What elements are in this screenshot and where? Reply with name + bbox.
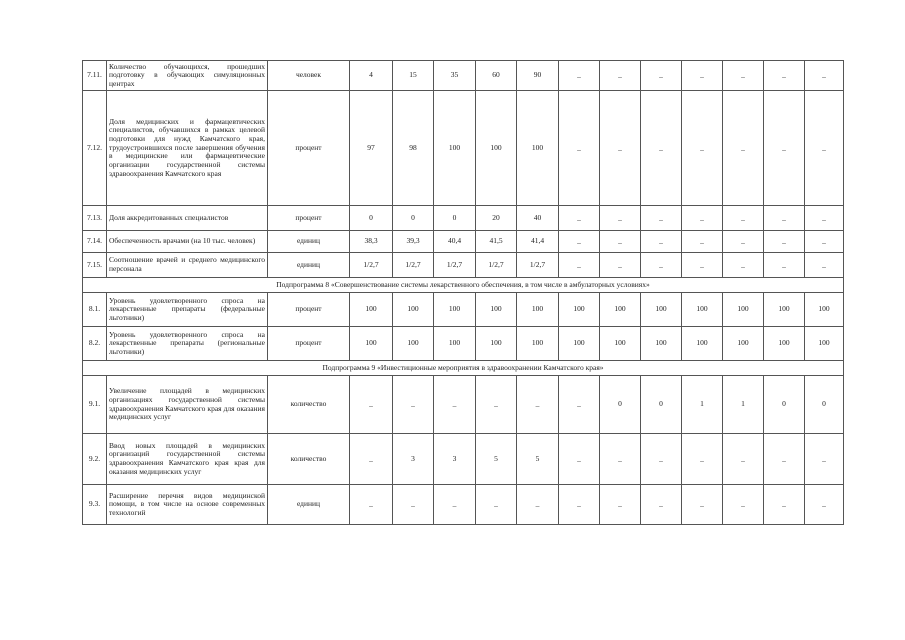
value-cell: 0 bbox=[393, 206, 434, 231]
value-cell: 60 bbox=[476, 61, 517, 91]
row-number: 8.2. bbox=[83, 327, 107, 361]
value-cell: _ bbox=[764, 434, 805, 485]
value-cell: _ bbox=[723, 434, 764, 485]
value-cell: _ bbox=[764, 61, 805, 91]
indicators-table bbox=[82, 60, 844, 525]
value-cell: _ bbox=[682, 91, 723, 206]
value-cell: _ bbox=[805, 61, 844, 91]
value-cell: 100 bbox=[517, 327, 559, 361]
unit-of-measure: единиц bbox=[268, 253, 350, 278]
unit-of-measure: процент bbox=[268, 91, 350, 206]
row-number: 7.15. bbox=[83, 253, 107, 278]
value-cell: 100 bbox=[434, 91, 476, 206]
row-number: 9.3. bbox=[83, 485, 107, 525]
table-row bbox=[83, 485, 844, 525]
value-cell: _ bbox=[559, 231, 600, 253]
value-cell: 1/2,7 bbox=[434, 253, 476, 278]
value-cell: _ bbox=[764, 206, 805, 231]
value-cell: _ bbox=[641, 434, 682, 485]
unit-of-measure: единиц bbox=[268, 231, 350, 253]
value-cell: 40,4 bbox=[434, 231, 476, 253]
value-cell: 0 bbox=[641, 376, 682, 434]
value-cell: 20 bbox=[476, 206, 517, 231]
value-cell: 97 bbox=[350, 91, 393, 206]
value-cell: _ bbox=[682, 434, 723, 485]
value-cell: 100 bbox=[350, 293, 393, 327]
value-cell: _ bbox=[805, 253, 844, 278]
row-number: 7.11. bbox=[83, 61, 107, 91]
value-cell: 100 bbox=[476, 91, 517, 206]
value-cell: _ bbox=[600, 61, 641, 91]
subprogram-title: Подпрограмма 9 «Инвестиционные мероприятия в здравоохранении Камчатского края» bbox=[83, 361, 844, 376]
value-cell: 100 bbox=[723, 293, 764, 327]
subprogram-title: Подпрограмма 8 «Совершенствование системы лекарственного обеспечения, в том числе в амбулаторных условиях» bbox=[83, 278, 844, 293]
value-cell: _ bbox=[805, 231, 844, 253]
row-number: 9.2. bbox=[83, 434, 107, 485]
value-cell: 100 bbox=[559, 327, 600, 361]
table-row bbox=[83, 231, 844, 253]
value-cell: _ bbox=[600, 253, 641, 278]
value-cell: _ bbox=[476, 376, 517, 434]
value-cell: 0 bbox=[434, 206, 476, 231]
indicator-name: Доля аккредитованных специалистов bbox=[107, 206, 268, 231]
value-cell: 35 bbox=[434, 61, 476, 91]
row-number: 7.12. bbox=[83, 91, 107, 206]
value-cell: 0 bbox=[600, 376, 641, 434]
value-cell: 1 bbox=[682, 376, 723, 434]
table-row bbox=[83, 253, 844, 278]
value-cell: _ bbox=[641, 231, 682, 253]
value-cell: _ bbox=[559, 485, 600, 525]
value-cell: 100 bbox=[350, 327, 393, 361]
value-cell: _ bbox=[393, 376, 434, 434]
value-cell: _ bbox=[600, 91, 641, 206]
value-cell: 1/2,7 bbox=[393, 253, 434, 278]
value-cell: 3 bbox=[393, 434, 434, 485]
value-cell: _ bbox=[723, 485, 764, 525]
table-row bbox=[83, 206, 844, 231]
value-cell: 98 bbox=[393, 91, 434, 206]
value-cell: 100 bbox=[434, 293, 476, 327]
value-cell: _ bbox=[641, 61, 682, 91]
value-cell: _ bbox=[723, 206, 764, 231]
indicator-name: Количество обучающихся, прошедших подготовку в обучающих симуляционных центрах bbox=[107, 61, 268, 91]
row-number: 9.1. bbox=[83, 376, 107, 434]
indicator-name: Соотношение врачей и среднего медицинского персонала bbox=[107, 253, 268, 278]
value-cell: 0 bbox=[805, 376, 844, 434]
unit-of-measure: единиц bbox=[268, 485, 350, 525]
value-cell: 100 bbox=[723, 327, 764, 361]
value-cell: _ bbox=[641, 485, 682, 525]
value-cell: 40 bbox=[517, 206, 559, 231]
value-cell: 3 bbox=[434, 434, 476, 485]
value-cell: 100 bbox=[517, 91, 559, 206]
value-cell: _ bbox=[805, 485, 844, 525]
value-cell: _ bbox=[559, 434, 600, 485]
value-cell: _ bbox=[559, 253, 600, 278]
unit-of-measure: количество bbox=[268, 376, 350, 434]
indicator-name: Увеличение площадей в медицинских организациях государственной системы здравоохранения Камчатского края для оказания медицинских услуг bbox=[107, 376, 268, 434]
value-cell: 1/2,7 bbox=[476, 253, 517, 278]
value-cell: 100 bbox=[805, 293, 844, 327]
value-cell: _ bbox=[350, 485, 393, 525]
value-cell: 0 bbox=[764, 376, 805, 434]
value-cell: _ bbox=[600, 485, 641, 525]
value-cell: _ bbox=[764, 253, 805, 278]
value-cell: 100 bbox=[682, 327, 723, 361]
value-cell: 1/2,7 bbox=[517, 253, 559, 278]
value-cell: 1/2,7 bbox=[350, 253, 393, 278]
value-cell: 41,5 bbox=[476, 231, 517, 253]
value-cell: _ bbox=[682, 61, 723, 91]
value-cell: 0 bbox=[350, 206, 393, 231]
row-number: 7.13. bbox=[83, 206, 107, 231]
unit-of-measure: процент bbox=[268, 206, 350, 231]
value-cell: 38,3 bbox=[350, 231, 393, 253]
value-cell: _ bbox=[682, 485, 723, 525]
value-cell: _ bbox=[805, 206, 844, 231]
value-cell: 100 bbox=[764, 327, 805, 361]
table-row bbox=[83, 293, 844, 327]
value-cell: _ bbox=[517, 485, 559, 525]
value-cell: _ bbox=[723, 253, 764, 278]
value-cell: _ bbox=[434, 376, 476, 434]
value-cell: 5 bbox=[517, 434, 559, 485]
indicator-name: Расширение перечня видов медицинской помощи, в том числе на основе современных технологий bbox=[107, 485, 268, 525]
value-cell: _ bbox=[476, 485, 517, 525]
value-cell: _ bbox=[350, 376, 393, 434]
value-cell: 100 bbox=[476, 327, 517, 361]
value-cell: _ bbox=[600, 231, 641, 253]
indicator-name: Уровень удовлетворенного спроса на лекарственные препараты (федеральные льготники) bbox=[107, 293, 268, 327]
row-number: 7.14. bbox=[83, 231, 107, 253]
value-cell: _ bbox=[805, 91, 844, 206]
table-row bbox=[83, 434, 844, 485]
value-cell: 15 bbox=[393, 61, 434, 91]
value-cell: _ bbox=[350, 434, 393, 485]
value-cell: _ bbox=[764, 485, 805, 525]
value-cell: _ bbox=[641, 253, 682, 278]
value-cell: 100 bbox=[764, 293, 805, 327]
value-cell: _ bbox=[723, 91, 764, 206]
value-cell: _ bbox=[559, 91, 600, 206]
indicator-name: Уровень удовлетворенного спроса на лекарственные препараты (региональные льготники) bbox=[107, 327, 268, 361]
unit-of-measure: процент bbox=[268, 293, 350, 327]
value-cell: _ bbox=[805, 434, 844, 485]
value-cell: _ bbox=[682, 206, 723, 231]
unit-of-measure: процент bbox=[268, 327, 350, 361]
value-cell: _ bbox=[434, 485, 476, 525]
unit-of-measure: количество bbox=[268, 434, 350, 485]
indicator-name: Доля медицинских и фармацевтических специалистов, обучавшихся в рамках целевой подготовки для нужд Камчатского края, трудоустроившихся после завершения обучения в медицинские или фармацевтические организации государственной системы здравоохранения Камчатского края bbox=[107, 91, 268, 206]
value-cell: 100 bbox=[559, 293, 600, 327]
value-cell: 90 bbox=[517, 61, 559, 91]
value-cell: 100 bbox=[600, 293, 641, 327]
value-cell: _ bbox=[517, 376, 559, 434]
value-cell: _ bbox=[393, 485, 434, 525]
value-cell: 100 bbox=[434, 327, 476, 361]
value-cell: _ bbox=[641, 206, 682, 231]
value-cell: _ bbox=[764, 91, 805, 206]
table-row bbox=[83, 61, 844, 91]
value-cell: 41,4 bbox=[517, 231, 559, 253]
value-cell: 100 bbox=[682, 293, 723, 327]
value-cell: _ bbox=[641, 91, 682, 206]
value-cell: _ bbox=[559, 206, 600, 231]
value-cell: _ bbox=[682, 231, 723, 253]
value-cell: 100 bbox=[641, 327, 682, 361]
value-cell: 100 bbox=[517, 293, 559, 327]
value-cell: _ bbox=[559, 376, 600, 434]
value-cell: _ bbox=[600, 206, 641, 231]
subprogram-header-row bbox=[83, 278, 844, 293]
table-row bbox=[83, 327, 844, 361]
value-cell: _ bbox=[682, 253, 723, 278]
unit-of-measure: человек bbox=[268, 61, 350, 91]
indicator-name: Ввод новых площадей в медицинских организаций государственной системы здравоохранения Камчатского края края для оказания медицинских услуг bbox=[107, 434, 268, 485]
value-cell: 100 bbox=[476, 293, 517, 327]
value-cell: 100 bbox=[393, 327, 434, 361]
value-cell: 4 bbox=[350, 61, 393, 91]
value-cell: _ bbox=[600, 434, 641, 485]
value-cell: 100 bbox=[393, 293, 434, 327]
value-cell: 5 bbox=[476, 434, 517, 485]
value-cell: 100 bbox=[600, 327, 641, 361]
value-cell: _ bbox=[764, 231, 805, 253]
subprogram-header-row bbox=[83, 361, 844, 376]
value-cell: 1 bbox=[723, 376, 764, 434]
value-cell: 100 bbox=[641, 293, 682, 327]
value-cell: 39,3 bbox=[393, 231, 434, 253]
table-row bbox=[83, 91, 844, 206]
table-row bbox=[83, 376, 844, 434]
value-cell: _ bbox=[723, 231, 764, 253]
value-cell: _ bbox=[559, 61, 600, 91]
value-cell: _ bbox=[723, 61, 764, 91]
value-cell: 100 bbox=[805, 327, 844, 361]
row-number: 8.1. bbox=[83, 293, 107, 327]
indicator-name: Обеспеченность врачами (на 10 тыс. человек) bbox=[107, 231, 268, 253]
